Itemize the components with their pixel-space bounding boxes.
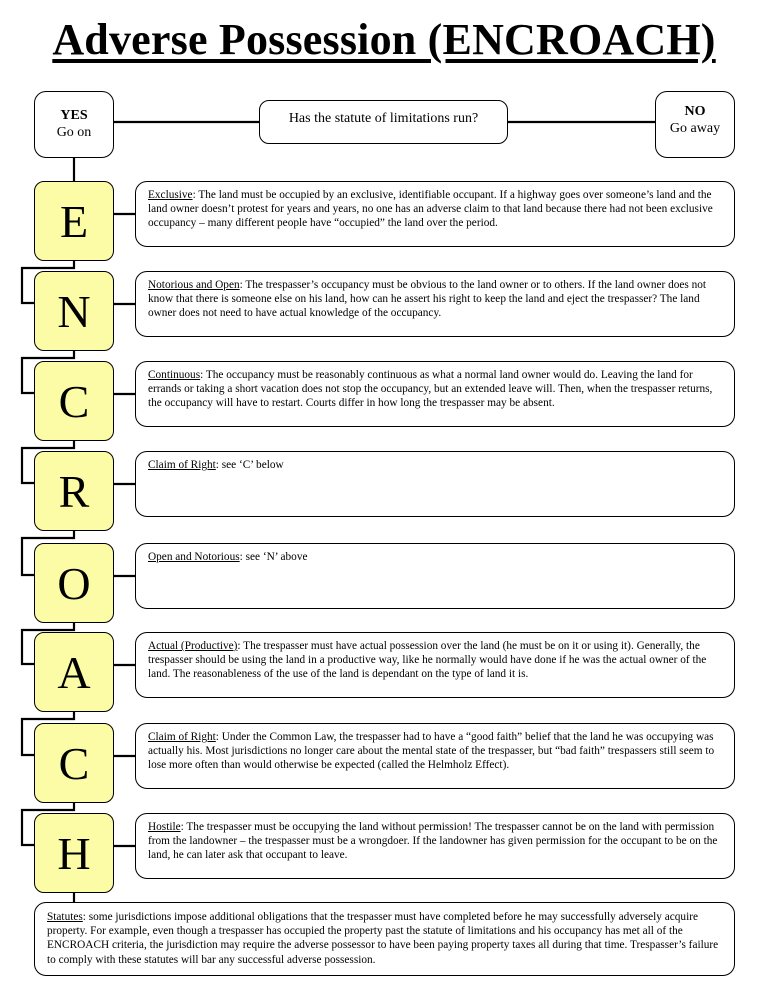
element-text: : The trespasser’s occupancy must be obvious to the land owner or to others. If the land owner does not know that there is someone else on his land, how can he assert his right to keep the land and eject the trespasser? The land owner does not need to have actual knowledge of the occupancy. <box>148 279 707 320</box>
element-text: : The occupancy must be reasonably continuous as what a normal land owner would do. Leaving the land for errands or taking a short vacation does not stop the occupancy, but an extended leave will. Then, when the trespasser returns, the occupancy will have to restart. Courts differ in how long the trespasser may be absent. <box>148 369 713 410</box>
statutes-box <box>34 902 735 976</box>
element-text: : The trespasser must be occupying the land without permission! The trespasser cannot be on the land with permission from the landowner – the trespasser must be a wrongdoer. If the landowner has given permission for the occupant to be on the land, he can later ask that occupant to leave. <box>148 821 718 862</box>
element-term: Actual (Productive) <box>148 640 238 652</box>
element-n-description <box>135 271 735 337</box>
element-a-description <box>135 632 735 698</box>
letter-e: E <box>34 181 114 261</box>
statutes-text: : some jurisdictions impose additional obligations that the trespasser must have completed before he may successfully adversely acquire property. For example, even though a trespasser has occupied the property past the statute of limitations and his occupancy has met all of the ENCROACH criteria, the jurisdiction may require the adverse possessor to have been paying property taxes all during that time. Trespasser’s failure to comply with these statutes will bar any successful adverse possession. <box>47 911 719 966</box>
letter-n: N <box>34 271 114 351</box>
no-box <box>655 91 735 158</box>
element-c-claim-description <box>135 723 735 789</box>
statute-question: Has the statute of limitations run? <box>259 100 508 144</box>
element-term: Claim of Right <box>148 459 216 471</box>
element-term: Hostile <box>148 821 181 833</box>
element-term: Notorious and Open <box>148 279 240 291</box>
element-e-description <box>135 181 735 247</box>
page-title: Adverse Possession (ENCROACH) <box>52 15 716 64</box>
element-text: : The land must be occupied by an exclusive, identifiable occupant. If a highway goes over someone’s land and the land owner doesn’t protest for years and years, no one has an adverse claim to that land because there had not been exclusive occupancy – many different people have “occupied” the land over the period. <box>148 189 713 230</box>
element-o-description <box>135 543 735 609</box>
element-c-continuous-description <box>135 361 735 427</box>
yes-label: YES <box>60 108 88 123</box>
letter-o: O <box>34 543 114 623</box>
no-label: NO <box>684 104 706 119</box>
element-text: : The trespasser must have actual possession over the land (he must be on it or using it). Generally, the trespasser should be using the land in a productive way, like he normally would have done if he was the actual owner of the land. The reasonableness of the use of the land is dependant on the type of land it is. <box>148 640 707 681</box>
element-text: : Under the Common Law, the trespasser had to have a “good faith” belief that the land he was occupying was actually his. Most jurisdictions no longer care about the mental state of the trespasser, but “bad faith” trespassers still seem to lose more often than would otherwise be expected (called the Helmholz Effect). <box>148 731 715 772</box>
yes-sublabel: Go on <box>56 125 92 140</box>
statutes-term: Statutes <box>47 911 83 923</box>
element-text: : see ‘C’ below <box>215 459 284 471</box>
element-text: : see ‘N’ above <box>239 551 308 563</box>
element-term: Claim of Right <box>148 731 216 743</box>
letter-r: R <box>34 451 114 531</box>
element-term: Open and Notorious <box>148 551 240 563</box>
yes-box <box>34 91 114 158</box>
no-sublabel: Go away <box>669 121 721 136</box>
letter-h: H <box>34 813 114 893</box>
element-r-description <box>135 451 735 517</box>
letter-c-claim: C <box>34 723 114 803</box>
letter-a: A <box>34 632 114 712</box>
letter-c-continuous: C <box>34 361 114 441</box>
element-term: Exclusive <box>148 189 193 201</box>
element-term: Continuous <box>148 369 201 381</box>
element-h-description <box>135 813 735 879</box>
